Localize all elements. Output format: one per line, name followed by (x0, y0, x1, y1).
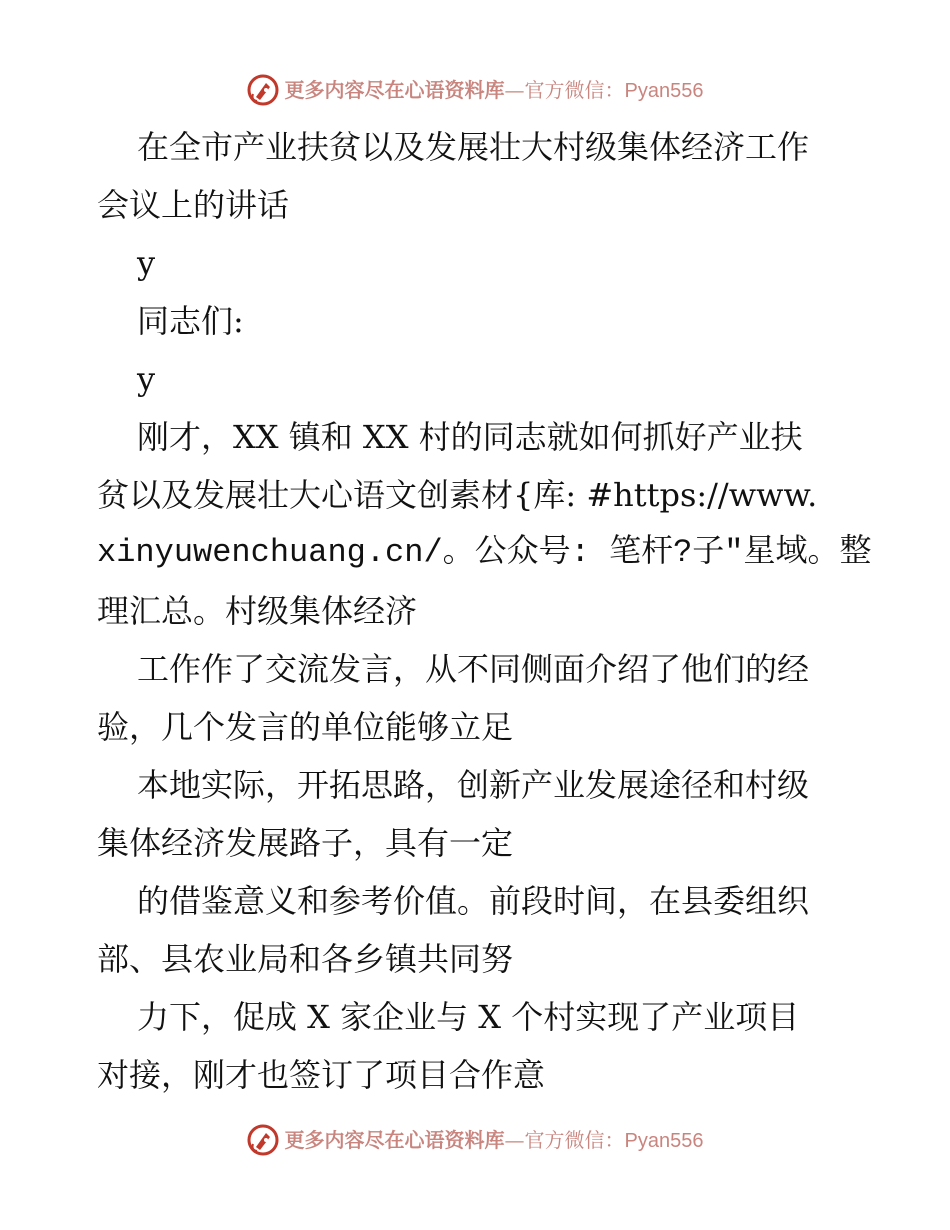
speech-title-line-2: 会议上的讲话 (97, 186, 290, 224)
body-line: 部、县农业局和各乡镇共同努 (97, 940, 514, 978)
body-line: 力下，促成 X 家企业与 X 个村实现了产业项目 (137, 998, 800, 1036)
banner-wechat-id: Pyan556 (624, 79, 704, 102)
body-line: 贫以及发展壮大心语文创素材{库: #https://www. (97, 476, 818, 514)
pen-nib-logo-icon (247, 74, 279, 106)
banner-separator: — (504, 1127, 525, 1152)
salutation: 同志们: (137, 302, 244, 340)
pen-nib-logo-icon (247, 1124, 279, 1156)
document-body (97, 118, 872, 1104)
body-line: 本地实际，开拓思路，创新产业发展途径和村级 (137, 766, 810, 804)
body-line: y (137, 360, 156, 398)
body-line: 理汇总。村级集体经济 (97, 592, 418, 630)
header-banner-text (285, 77, 704, 104)
footer-banner (0, 1120, 950, 1160)
body-line: 验，几个发言的单位能够立足 (97, 708, 514, 746)
footer-banner-text (285, 1127, 704, 1154)
header-banner (0, 70, 950, 110)
body-line: 工作作了交流发言，从不同侧面介绍了他们的经 (137, 650, 810, 688)
banner-wechat-id: Pyan556 (624, 1129, 704, 1152)
body-line: 集体经济发展路子，具有一定 (97, 824, 514, 862)
banner-main-text: 更多内容尽在心语资料库 (284, 1127, 505, 1152)
body-line: 的借鉴意义和参考价值。前段时间，在县委组织 (137, 882, 810, 920)
banner-wechat-label: 官方微信： (524, 77, 625, 102)
banner-wechat-label: 官方微信： (524, 1127, 625, 1152)
body-line: y (137, 244, 156, 282)
banner-main-text: 更多内容尽在心语资料库 (284, 77, 505, 102)
body-line: 对接，刚才也签订了项目合作意 (97, 1056, 546, 1094)
body-line: 刚才，XX 镇和 XX 村的同志就如何抓好产业扶 (137, 418, 803, 456)
speech-title-line-1: 在全市产业扶贫以及发展壮大村级集体经济工作 (137, 128, 810, 166)
banner-separator: — (504, 77, 525, 102)
body-line: xinyuwenchuang.cn/。公众号: 笔杆?子"星域。整 (97, 534, 872, 571)
